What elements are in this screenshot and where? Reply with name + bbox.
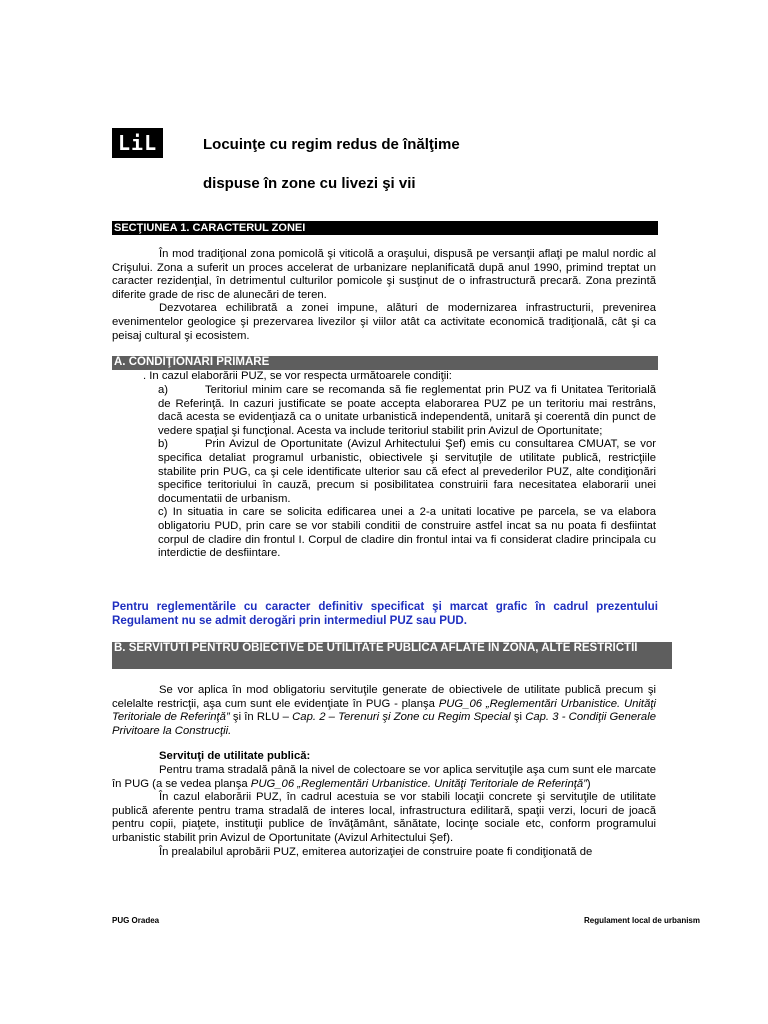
footer-right: Regulament local de urbanism — [583, 916, 700, 925]
sectionA-intro: . In cazul elaborării PUZ, se vor respecta următoarele condiţii: — [143, 370, 452, 382]
text-run: ) — [586, 777, 591, 790]
sectionB-heading: B. SERVITUTI PENTRU OBIECTIVE DE UTILITATE PUBLICA AFLATE IN ZONA, ALTE RESTRICTII — [112, 642, 672, 669]
sectionB-subheading: Servituţi de utilitate publică: — [159, 750, 311, 763]
condition-b-label: b) — [158, 438, 169, 451]
plan-reference: PUG_06 „Reglementări Urbanistice. Unităţi Teritoriale de Referinţă” — [250, 777, 587, 790]
section1-paragraph-2: Dezvotarea echilibrată a zonei impune, alături de modernizarea infrastructurii, prevenirea evenimentelor geologice şi prezervarea livezilor şi viilor atât ca activitate economică tradiţională, cât şi ca peisaj cultural şi ecosistem. — [112, 302, 656, 342]
sectionB-paragraph-1 — [112, 684, 656, 738]
chapter-reference: Cap. 3 - Condiţii Generale Privitoare la Construcţii. — [112, 711, 656, 737]
sectionB-paragraph-3: În cazul elaborării PUZ, în cadrul acestuia se vor stabili locaţii concrete şi servituţile de utilitate publică aferente pentru trama stradală de interes local, infrastructura edilitară, spaţii verzi, locuri de joacă pentru copii, piaţete, instituţii publice de învăţământ, sănătate, locinţe sociale etc, conform programului urbanistic stabilit prin Avizul de Oportunitate (Avizul Arhitectului Şef). — [112, 791, 656, 844]
condition-a — [158, 384, 656, 438]
section1-paragraph-1: În mod tradiţional zona pomicolă şi viticolă a oraşului, dispusă pe versanţii aflaţi pe malul nordic al Crişului. Zona a suferit un proces accelerat de urbanizare neplanificată după anul 1990, primind treptat un caracter rezidenţial, în detrimentul culturilor pomicole şi susţinut de o infrastructură precară. Zona prezintă diferite grade de risc de alunecări de teren. — [112, 248, 656, 301]
chapter-reference: Cap. 2 – Terenuri şi Zone cu Regim Special — [292, 711, 511, 724]
text-run: şi — [510, 711, 526, 724]
condition-a-text: Teritoriul minim care se recomanda să fie reglementat prin PUZ va fi Unitatea Teritorială de Referinţă. In cazuri justificate se poate accepta elaborarea PUZ pe un teritoriu mai restrâns, dacă acesta se evidenţiază ca o unitate urbanistică independentă, unitară şi coerentă din punct de vedere spaţial şi funcţional. Acesta va include teritoriul stabilit prin Avizul de Oportunitate; — [158, 384, 656, 437]
zone-code-logo: LiL — [112, 128, 163, 158]
section1-heading: SECŢIUNEA 1. CARACTERUL ZONEI — [112, 221, 658, 235]
condition-b-text: Prin Avizul de Oportunitate (Avizul Arhitectului Şef) emis cu consultarea CMUAT, se vor specifica detaliat programul urbanistic, obiectivele şi servituţile de utilitate publică, restricţiile stabilite prin PUG, ca şi cele identificate ulterior sau că efect al prevederilor PUZ, alte condiţionări specifice teritoriului în cauză, precum si posibilitatea construirii fara necesitatea elaborarii unei documentatii de urbanism. — [158, 438, 656, 505]
page-title-line1: Locuinţe cu regim redus de înălţime — [203, 136, 460, 153]
sectionB-paragraph-2 — [112, 764, 656, 791]
sectionB-body — [112, 684, 656, 859]
plan-reference: PUG_06 „Reglementări Urbanistice. Unităţi Teritoriale de Referinţă” — [112, 697, 656, 724]
text-run: şi în RLU – — [229, 711, 293, 724]
sectionA-body — [158, 384, 656, 561]
condition-c: c) In situatia in care se solicita edificarea unei a 2-a unitati locative pe parcela, se va elabora obligatoriu PUD, prin care se vor stabili conditii de construire astfel incat sa nu poata fi desfiintat corpul de cladire din frontul I. Corpul de cladire din frontul intai va fi considerat cladire principala cu interdictie de desfiintare. — [158, 506, 656, 560]
footer-left: PUG Oradea — [112, 916, 160, 925]
derogation-notice: Pentru reglementările cu caracter definitiv specificat şi marcat grafic în cadrul prezentului Regulament nu se admit derogări prin intermediul PUZ sau PUD. — [112, 600, 658, 627]
sectionA-heading: A. CONDIŢIONĂRI PRIMARE — [112, 356, 658, 370]
condition-a-label: a) — [158, 384, 169, 396]
condition-b — [158, 438, 656, 506]
sectionB-paragraph-4: În prealabilul aprobării PUZ, emiterea autorizaţiei de construire poate fi condiţionată de — [159, 845, 593, 858]
text-run: Pentru trama stradală până la nivel de colectoare se vor aplica servituţile aşa cum sunt ele marcate în PUG (a se vedea planşa — [112, 763, 656, 790]
page-title-line2: dispuse în zone cu livezi şi vii — [203, 175, 416, 192]
section1-body — [112, 248, 656, 343]
text-run: Se vor aplica în mod obligatoriu servituţile generate de obiectivele de utilitate publică precum şi celelalte restricţii, aşa cum sunt ele evidenţiate în PUG - planşa — [112, 684, 656, 710]
